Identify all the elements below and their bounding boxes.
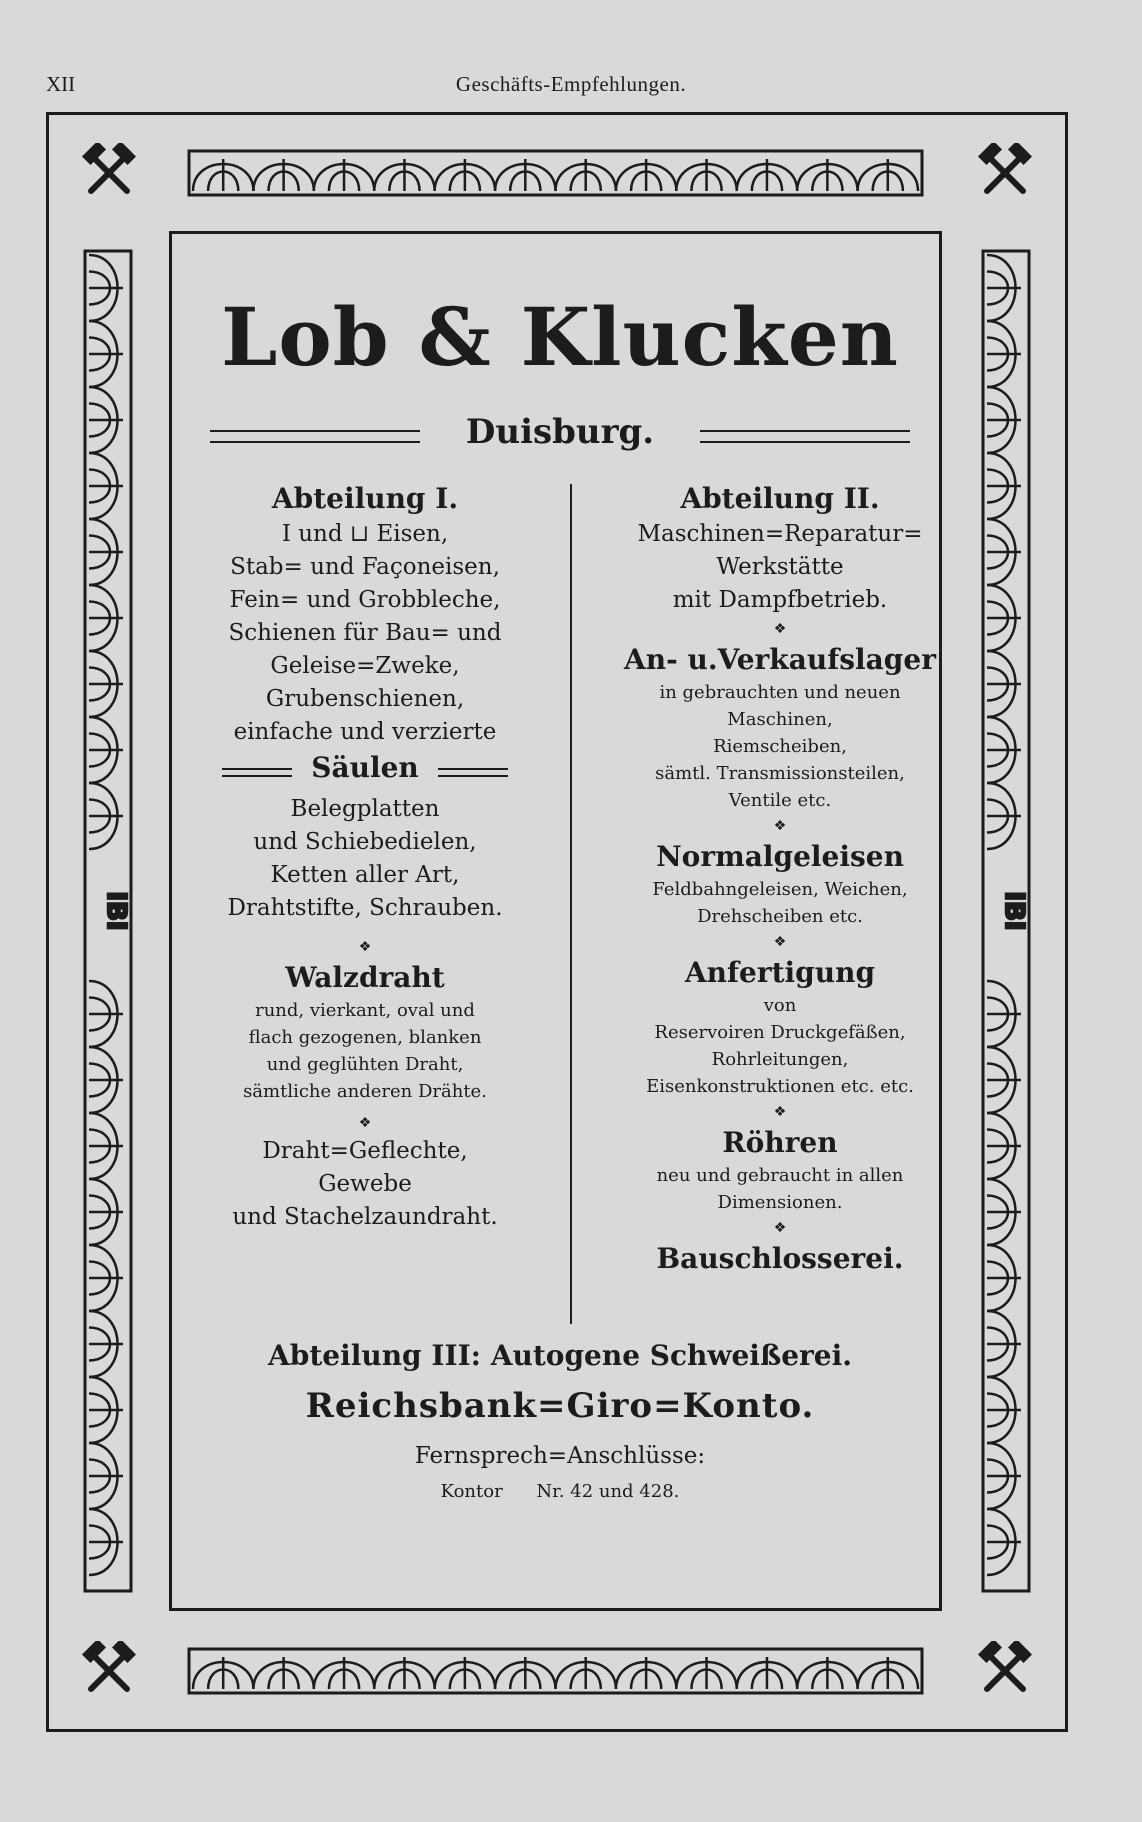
text-line: und Stachelzaundraht. — [232, 1204, 498, 1230]
lotus-ornament — [89, 783, 123, 849]
lotus-ornament — [89, 519, 123, 585]
lotus-ornament — [987, 1047, 1021, 1113]
text-line: Eisenkonstruktionen etc. etc. — [646, 1076, 914, 1097]
crossed-hammers-icon — [49, 1613, 169, 1729]
lotus-ornament — [89, 1245, 123, 1311]
text-line: Feldbahngeleisen, Weichen, — [652, 879, 908, 900]
text-line: einfache und verzierte — [233, 719, 497, 745]
lotus-ornament — [89, 717, 123, 783]
saeulen-line — [160, 749, 570, 793]
text-line: und geglühten Draht, — [266, 1054, 464, 1075]
lotus-ornament — [89, 1311, 123, 1377]
text-line: Belegplatten — [290, 796, 440, 822]
text-line: flach gezogenen, blanken — [248, 1027, 482, 1048]
text-line: und Schiebedielen, — [253, 829, 477, 855]
lotus-ornament — [89, 453, 123, 519]
city-line — [210, 412, 910, 462]
lotus-ornament — [987, 585, 1021, 651]
lager-heading: An- u.Verkaufslager — [624, 643, 936, 676]
text-line: Geleise=Zweke, — [270, 653, 460, 679]
ornament-diamond-icon: ❖ — [773, 818, 787, 834]
abteilung-2-heading: Abteilung II. — [680, 482, 880, 515]
text-line: Drehscheiben etc. — [697, 906, 863, 927]
text-line: Fein= und Grobbleche, — [229, 587, 501, 613]
left-column — [160, 480, 570, 1234]
text-line: I und ⊔ Eisen, — [281, 521, 449, 547]
text-line: Draht=Geflechte, — [262, 1138, 468, 1164]
text-line: rund, vierkant, oval und — [255, 1000, 475, 1021]
telephone-heading: Fernsprech=Anschlüsse: — [414, 1443, 706, 1469]
kontor-label: Kontor — [440, 1481, 503, 1502]
lotus-ornament — [987, 1245, 1021, 1311]
bauschlosserei-heading: Bauschlosserei. — [656, 1242, 904, 1275]
ornament-diamond-icon: ❖ — [773, 1104, 787, 1120]
lotus-ornament — [987, 387, 1021, 453]
text-line: Ketten aller Art, — [270, 862, 460, 888]
lotus-ornament — [987, 1443, 1021, 1509]
abteilung-1-heading: Abteilung I. — [271, 482, 459, 515]
lotus-ornament — [89, 651, 123, 717]
lotus-ornament — [987, 1311, 1021, 1377]
normalgeleisen-heading: Normalgeleisen — [656, 840, 904, 873]
city: Duisburg. — [465, 412, 655, 452]
kontor-numbers: Nr. 42 und 428. — [536, 1481, 680, 1502]
lotus-ornament — [987, 981, 1021, 1047]
anfertigung-heading: Anfertigung — [684, 956, 876, 989]
lotus-ornament — [89, 585, 123, 651]
roehren-heading: Röhren — [722, 1126, 838, 1159]
text-line: Reservoiren Druckgefäßen, — [654, 1022, 906, 1043]
abteilung-3-heading: Abteilung III: Autogene Schweißerei. — [268, 1339, 852, 1372]
lotus-ornament — [89, 1047, 123, 1113]
crossed-hammers-icon — [49, 115, 169, 231]
crossed-hammers-icon — [945, 1613, 1065, 1729]
text-line: Maschinen=Reparatur= — [637, 521, 923, 547]
lotus-ornament — [987, 453, 1021, 519]
side-mark: IBI — [999, 891, 1029, 931]
lotus-ornament — [89, 255, 123, 321]
walzdraht-heading: Walzdraht — [285, 961, 445, 994]
ornament-diamond-icon: ❖ — [773, 1220, 787, 1236]
text-line: Rohrleitungen, — [711, 1049, 849, 1070]
lotus-ornament — [987, 651, 1021, 717]
running-title: Geschäfts-Empfehlungen. — [455, 72, 687, 96]
text-line: Schienen für Bau= und — [228, 620, 502, 646]
ornament-diamond-icon: ❖ — [773, 621, 787, 637]
lotus-ornament — [89, 387, 123, 453]
text-line: in gebrauchten und neuen — [659, 682, 901, 703]
saeulen-heading: Säulen — [311, 751, 419, 784]
text-line: von — [763, 995, 797, 1016]
running-head — [0, 72, 1142, 102]
lotus-ornament — [987, 717, 1021, 783]
lotus-ornament — [987, 519, 1021, 585]
firm-name: Lob & Klucken — [221, 290, 899, 384]
side-mark: IBI — [101, 891, 131, 931]
right-column — [570, 480, 990, 1278]
giro-account: Reichsbank=Giro=Konto. — [305, 1386, 815, 1426]
text-line: Maschinen, — [727, 709, 833, 730]
text-line: neu und gebraucht in allen — [656, 1165, 904, 1186]
ornament-diamond-icon: ❖ — [773, 934, 787, 950]
text-line: sämtliche anderen Drähte. — [243, 1081, 487, 1102]
lotus-ornament — [89, 1443, 123, 1509]
advertisement-content — [160, 112, 960, 1732]
text-line: Gewebe — [318, 1171, 412, 1197]
ornament-diamond-icon: ❖ — [358, 939, 372, 955]
lotus-ornament — [89, 981, 123, 1047]
lotus-ornament — [89, 321, 123, 387]
text-line: Dimensionen. — [717, 1192, 843, 1213]
lotus-ornament — [987, 783, 1021, 849]
lotus-ornament — [987, 1113, 1021, 1179]
lotus-ornament — [987, 1179, 1021, 1245]
page-number: XII — [46, 72, 76, 96]
lotus-ornament — [89, 1509, 123, 1575]
lotus-ornament — [89, 1179, 123, 1245]
lotus-ornament — [987, 1377, 1021, 1443]
lotus-ornament — [89, 1113, 123, 1179]
text-line: Drahtstifte, Schrauben. — [227, 895, 503, 921]
left-ornament-column — [49, 231, 169, 1611]
crossed-hammers-icon — [945, 115, 1065, 231]
lotus-ornament — [987, 1509, 1021, 1575]
text-line: mit Dampfbetrieb. — [672, 587, 888, 613]
telephone-numbers — [160, 1478, 960, 1506]
text-line: Ventile etc. — [728, 790, 832, 811]
text-line: Riemscheiben, — [713, 736, 847, 757]
lotus-ornament — [987, 321, 1021, 387]
text-line: Grubenschienen, — [265, 686, 465, 712]
text-line: Werkstätte — [716, 554, 844, 580]
text-line: Stab= und Façoneisen, — [230, 554, 500, 580]
lotus-ornament — [89, 1377, 123, 1443]
text-line: sämtl. Transmissionsteilen, — [655, 763, 905, 784]
ornament-diamond-icon: ❖ — [358, 1115, 372, 1131]
footer-block — [160, 1334, 960, 1506]
lotus-ornament — [987, 255, 1021, 321]
